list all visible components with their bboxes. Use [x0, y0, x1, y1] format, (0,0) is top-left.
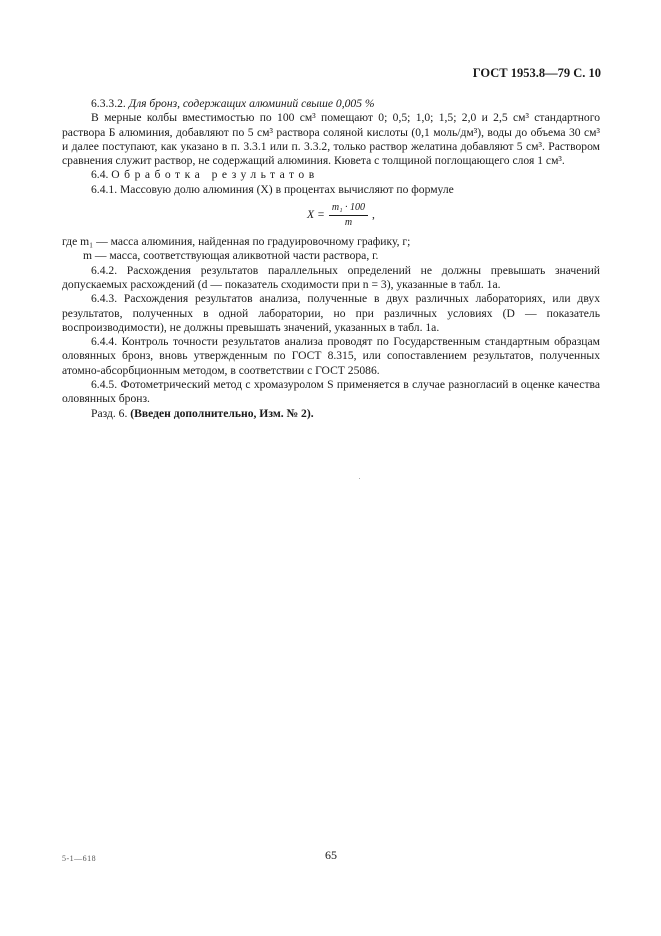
section-number: 6.4. [91, 168, 109, 182]
where-line-2: m — масса, соответствующая аликвотной части раствора, г. [83, 249, 379, 263]
where-line-1: где m₁ — масса алюминия, найденная по градуировочному графику, г; [62, 235, 411, 249]
amendment-prefix: Разд. 6. [91, 406, 128, 420]
section-title: Для бронз, содержащих алюминий свыше 0,005 % [128, 97, 375, 110]
formula-denominator: m [344, 217, 353, 229]
section-6-4 [62, 168, 600, 182]
paragraph-6-4-2: 6.4.2. Расхождения результатов параллельных определений не должны превышать значений допускаемых расхождений (d — показатель сходимости при n = 3), указанные в табл. 1а. [62, 263, 600, 291]
formula-tail: , [372, 208, 375, 222]
section-6-3-3-2 [62, 97, 600, 111]
paragraph-flasks: В мерные колбы вместимостью по 100 см³ помещают 0; 0,5; 1,0; 1,5; 2,0 и 2,5 см³ стандартного раствора Б алюминия, добавляют по 5 см³ раствора соляной кислоты (0,1 моль/дм³), воды до объема 30 см³ и далее поступают, как указано в п. 3.3.1 или п. 3.3.2, только раствор желатина добавляют 5 см³. Раствором сравнения служит раствор, не содержащий алюминия. Кювета с толщиной поглощающего слоя 1 см³. [62, 111, 600, 168]
scan-speck [359, 478, 360, 479]
formula-fraction [329, 202, 368, 229]
paragraph-6-4-3: 6.4.3. Расхождения результатов анализа, полученные в двух различных лабораториях, или двух результатов, полученных в одной лаборатории, но при различных условиях (D — показатель воспроизводимости), не должны превышать значений, указанных в табл. 1а. [62, 292, 600, 334]
paragraph-6-4-1: 6.4.1. Массовую долю алюминия (X) в процентах вычисляют по формуле [91, 182, 454, 196]
page-header: ГОСТ 1953.8—79 С. 10 [472, 66, 601, 80]
formula-numerator: m₁ · 100 [329, 202, 368, 216]
amendment-text: (Введен дополнительно, Изм. № 2). [130, 406, 314, 420]
paragraph-6-4-5: 6.4.5. Фотометрический метод с хромазуролом S применяется в случае разногласий в оценке качества оловянных бронз. [62, 378, 600, 406]
paragraph-6-4-4: 6.4.4. Контроль точности результатов анализа проводят по Государственным стандартным образцам оловянных бронз, вновь утвержденным по ГОСТ 8.315, или сопоставлением результатов, полученных атомно-абсорбционным методом, в соответствии с ГОСТ 25086. [62, 335, 600, 377]
document-body [62, 97, 600, 421]
formula [82, 202, 600, 229]
amendment-note [62, 407, 600, 421]
page-number: 65 [325, 848, 337, 862]
section-number: 6.3.3.2. [91, 97, 126, 110]
footer-code: 5-1—618 [62, 854, 97, 863]
section-title: Обработка результатов [111, 168, 319, 182]
formula-lhs: X = [307, 208, 325, 222]
